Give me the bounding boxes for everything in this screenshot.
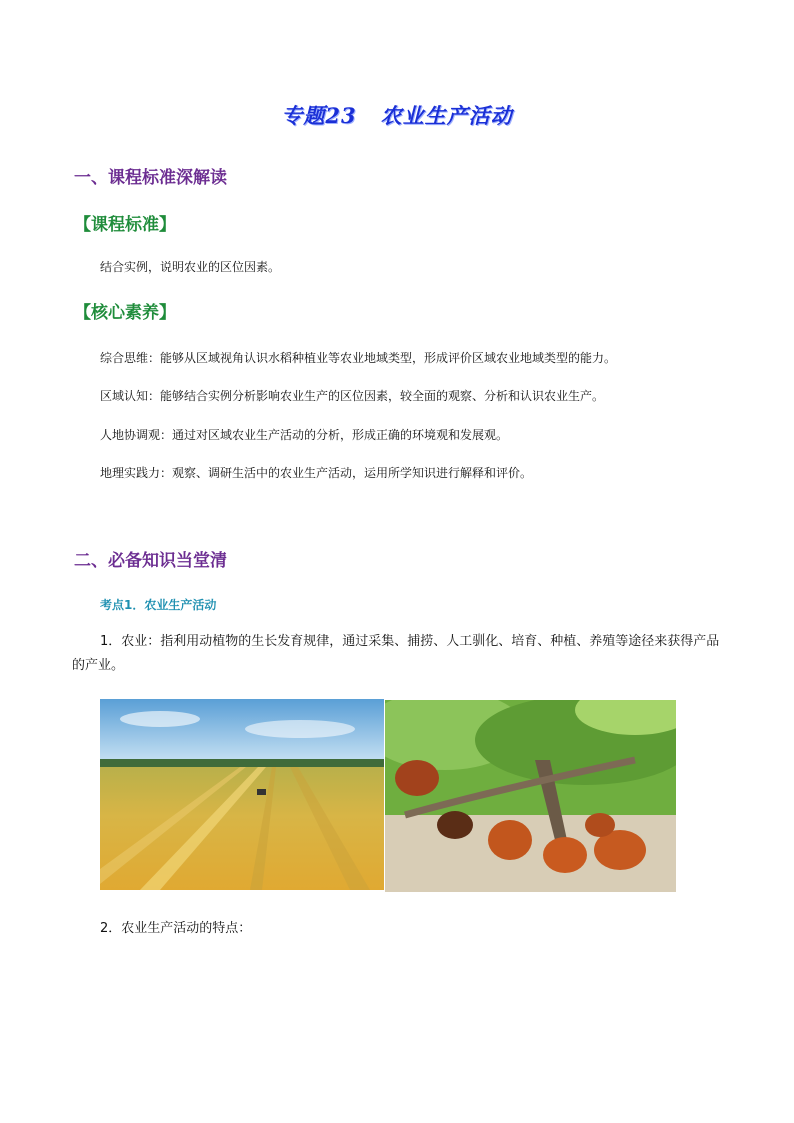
title-prefix: 专题23: [281, 103, 357, 128]
literacy-item-4: 地理实践力：观察、调研生活中的农业生产活动，运用所学知识进行解释和评价。: [100, 466, 533, 480]
paragraph-agriculture-definition: 1．农业：指利用动植物的生长发育规律，通过采集、捕捞、人工驯化、培育、种植、养殖等途径来获得产品的产业。: [72, 634, 720, 673]
literacy-heading: 【核心素养】: [74, 303, 176, 323]
literacy-item-2: 区域认知：能够结合实例分析影响农业生产的区位因素，较全面的观察、分析和认识农业生产。: [100, 389, 605, 403]
point1-heading: 考点1．农业生产活动: [100, 598, 217, 612]
paragraph-characteristics: 2．农业生产活动的特点：: [100, 921, 252, 936]
section-heading-1: 一、课程标准深解读: [74, 168, 227, 188]
literacy-item-1: 综合思维：能够从区域视角认识水稻种植业等农业地域类型，形成评价区域农业地域类型的能力。: [100, 351, 617, 365]
title-main: 农业生产活动: [380, 103, 513, 128]
standard-text: 结合实例，说明农业的区位因素。: [100, 260, 281, 274]
literacy-item-3: 人地协调观：通过对区域农业生产活动的分析，形成正确的环境观和发展观。: [100, 428, 509, 442]
wheat-field-image: [100, 699, 384, 890]
standard-heading: 【课程标准】: [74, 215, 176, 235]
section-heading-2: 二、必备知识当堂清: [74, 551, 227, 571]
chickens-image: [385, 700, 676, 892]
page-title: [0, 100, 794, 130]
